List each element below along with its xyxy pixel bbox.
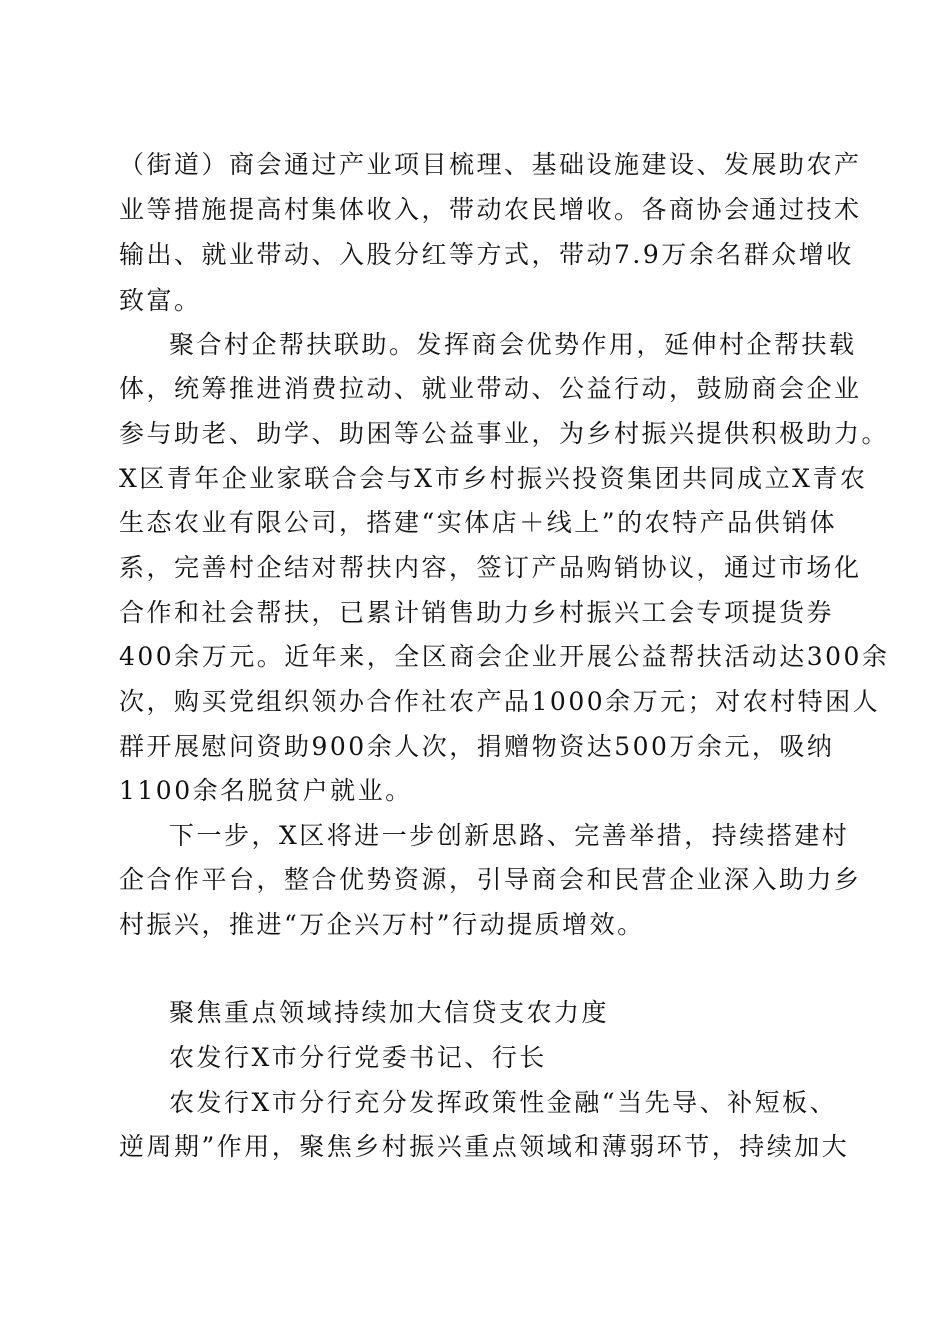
text-line: 输出、就业带动、入股分红等方式，带动7.9万余名群众增收 bbox=[119, 240, 854, 269]
text-line: 合作和社会帮扶，已累计销售助力乡村振兴工会专项提货券 bbox=[119, 598, 835, 627]
text-line: 下一步，X区将进一步创新思路、完善举措，持续搭建村 bbox=[169, 821, 850, 850]
text-line: 参与助老、助学、助困等公益事业，为乡村振兴提供积极助力。 bbox=[119, 419, 890, 448]
text-line: 体，统筹推进消费拉动、就业带动、公益行动，鼓励商会企业 bbox=[119, 374, 862, 403]
text-line: 聚合村企帮扶联助。发挥商会优势作用，延伸村企帮扶载 bbox=[169, 330, 857, 359]
section-title: 聚焦重点领域持续加大信贷支农力度 bbox=[169, 998, 610, 1027]
text-line: 次，购买党组织领办合作社农产品1000余万元；对农村特困人 bbox=[119, 687, 881, 716]
text-line: 群开展慰问资助900余人次，捐赠物资达500万余元，吸纳 bbox=[119, 732, 835, 761]
text-line: 企合作平台，整合优势资源，引导商会和民营企业深入助力乡 bbox=[119, 865, 862, 894]
text-line: 生态农业有限公司，搭建“实体店＋线上”的农特产品供销体 bbox=[119, 508, 838, 537]
text-line: 致富。 bbox=[119, 286, 202, 315]
author-line: 农发行X市分行党委书记、行长 bbox=[169, 1043, 547, 1072]
text-line: 业等措施提高村集体收入，带动农民增收。各商协会通过技术 bbox=[119, 195, 862, 224]
text-line: X区青年企业家联合会与X市乡村振兴投资集团共同成立X青农 bbox=[119, 464, 868, 493]
text-line: 农发行X市分行充分发挥政策性金融“当先导、补短板、 bbox=[169, 1088, 838, 1117]
text-line: 逆周期”作用，聚焦乡村振兴重点领域和薄弱环节，持续加大 bbox=[119, 1132, 850, 1161]
text-line: 400余万元。近年来，全区商会企业开展公益帮扶活动达300余 bbox=[119, 642, 890, 671]
text-line: 村振兴，推进“万企兴万村”行动提质增效。 bbox=[119, 910, 645, 939]
text-line: 1100余名脱贫户就业。 bbox=[119, 776, 413, 805]
text-line: （街道）商会通过产业项目梳理、基础设施建设、发展助农产 bbox=[119, 150, 862, 179]
text-line: 系，完善村企结对帮扶内容，签订产品购销协议，通过市场化 bbox=[119, 553, 862, 582]
